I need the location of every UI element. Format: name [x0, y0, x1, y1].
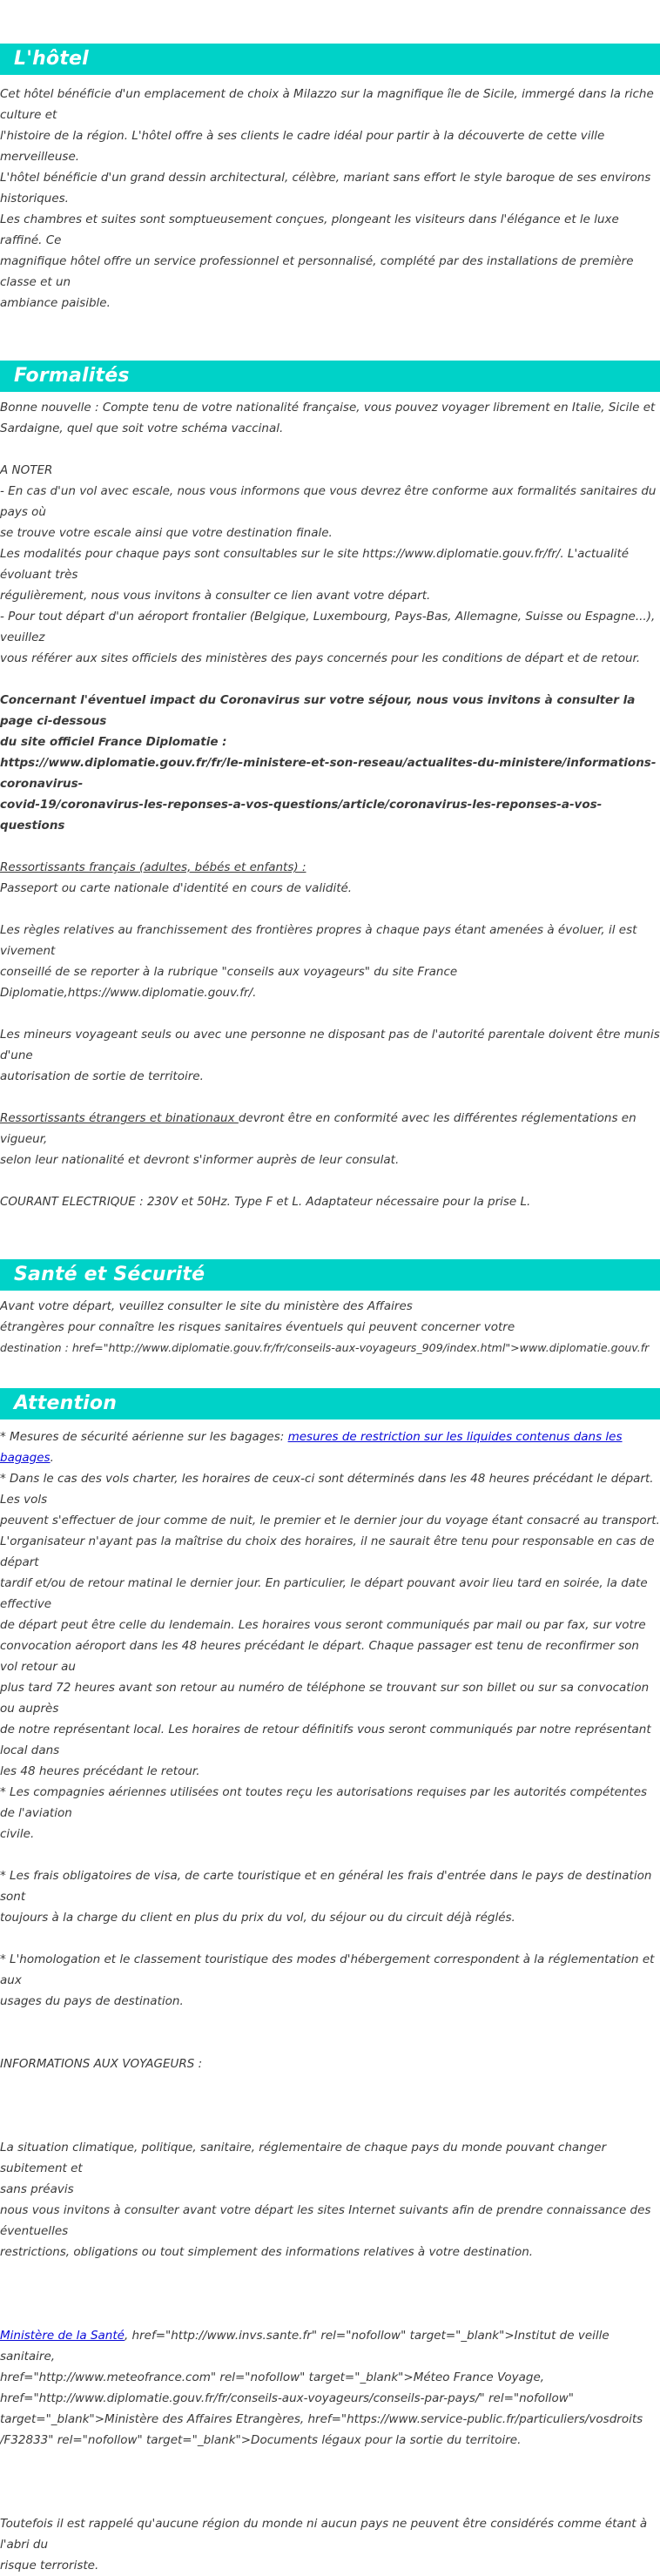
section-header-hotel	[0, 44, 660, 75]
charter-line: tardif et/ou de retour matinal le dernier jour. En particulier, le départ pouvant avoir lieu tard en soirée, la date effective	[0, 1576, 648, 1611]
coronavirus-url-line: https://www.diplomatie.gouv.fr/fr/le-ministere-et-son-reseau/actualites-du-ministere/informations-coronavirus-	[0, 756, 657, 791]
terror-line: Toutefois il est rappelé qu'aucune région du monde ni aucun pays ne peuvent être considérés comme étant à l'abri du	[0, 2517, 648, 2552]
regles-line: Diplomatie,https://www.diplomatie.gouv.fr/.	[0, 986, 257, 1000]
section-title-hotel: L'hôtel	[14, 48, 89, 70]
etrangers-line: selon leur nationalité et devront s'informer auprès de leur consulat.	[0, 1153, 400, 1167]
charter-line: * Dans le cas des vols charter, les horaires de ceux-ci sont déterminés dans les 48 heures précédant le départ. Les vols	[0, 1472, 654, 1507]
anoter-line: Les modalités pour chaque pays sont consultables sur le site https://www.diplomatie.gouv.fr/fr/. L'actualité évoluant très	[0, 547, 630, 582]
charter-line: de départ peut être celle du lendemain. Les horaires vous seront communiqués par mail ou par fax, sur votre	[0, 1618, 646, 1632]
ressortissants-francais-heading: Ressortissants français (adultes, bébés et enfants) :	[0, 860, 306, 874]
sante-content	[0, 1296, 660, 1359]
attention-content	[0, 1426, 660, 2576]
etrangers-line-rest: devront être en conformité avec les différentes réglementations en vigueur,	[0, 1111, 636, 1146]
formalites-content	[0, 397, 660, 1212]
sante-line: destination : href="http://www.diplomatie.gouv.fr/fr/conseils-aux-voyageurs_909/index.html">www.diplomatie.gouv.fr	[0, 1341, 650, 1354]
charter-line: plus tard 72 heures avant son retour au numéro de téléphone se trouvant sur son billet ou sur sa convocation ou auprès	[0, 1681, 650, 1716]
charter-line: civile.	[0, 1827, 35, 1841]
ressortissants-francais-text: Passeport ou carte nationale d'identité en cours de validité.	[0, 881, 353, 895]
etrangers-line	[0, 1108, 660, 1150]
anoter-line: régulièrement, nous vous invitons à consulter ce lien avant votre départ.	[0, 589, 431, 603]
section-title-attention: Attention	[14, 1393, 118, 1414]
hotel-line: ambiance paisible.	[0, 296, 111, 310]
charter-line: * Les compagnies aériennes utilisées ont toutes reçu les autorisations requises par les autorités compétentes de l'aviation	[0, 1785, 648, 1820]
charter-line: peuvent s'effectuer de jour comme de nuit, le premier et le dernier jour du voyage étant consacré au transport.	[0, 1514, 660, 1527]
hotel-line: L'hôtel bénéficie d'un grand dessin architectural, célèbre, mariant sans effort le style baroque de ses environs historiques.	[0, 171, 651, 206]
ministere-sante-link[interactable]: Ministère de la Santé	[0, 2329, 125, 2343]
ministere-line-rest: , href="http://www.invs.sante.fr" rel="nofollow" target="_blank">Institut de veille sanitaire,	[0, 2329, 609, 2364]
ministere-line: target="_blank">Ministère des Affaires Etrangères, href="https://www.service-public.fr/particuliers/vosdroits	[0, 2412, 643, 2426]
terror-line: risque terroriste.	[0, 2559, 99, 2573]
mineurs-line: Les mineurs voyageant seuls ou avec une personne ne disposant pas de l'autorité parentale doivent être munis d'une	[0, 1028, 660, 1062]
ressortissants-etrangers-heading: Ressortissants étrangers et binationaux	[0, 1111, 239, 1125]
courant-electrique: COURANT ELECTRIQUE : 230V et 50Hz. Type F et L. Adaptateur nécessaire pour la prise L.	[0, 1195, 531, 1209]
infos-voyageurs-heading: INFORMATIONS AUX VOYAGEURS :	[0, 2057, 203, 2071]
ministere-line: href="http://www.meteofrance.com" rel="nofollow" target="_blank">Méteo France Voyage,	[0, 2370, 545, 2384]
frais-line: * Les frais obligatoires de visa, de carte touristique et en général les frais d'entrée dans le pays de destination sont	[0, 1869, 652, 1904]
charter-line: L'organisateur n'ayant pas la maîtrise du choix des horaires, il ne saurait être tenu pour responsable en cas de départ	[0, 1534, 655, 1569]
bagages-prefix: * Mesures de sécurité aérienne sur les bagages:	[0, 1430, 288, 1444]
bagages-restriction-link[interactable]: mesures de restriction sur les liquides contenus dans les bagages	[0, 1430, 623, 1465]
ministere-line	[0, 2325, 660, 2367]
charter-line: de notre représentant local. Les horaires de retour définitifs vous seront communiqués par notre représentant local dans	[0, 1723, 651, 1757]
homologation-line: usages du pays de destination.	[0, 1994, 184, 2008]
coronavirus-url-line: covid-19/coronavirus-les-reponses-a-vos-questions/article/coronavirus-les-reponses-a-vos-questions	[0, 798, 603, 833]
formalites-intro-line: Bonne nouvelle : Compte tenu de votre nationalité française, vous pouvez voyager librement en Italie, Sicile et	[0, 401, 656, 415]
anoter-line: - Pour tout départ d'un aéroport frontalier (Belgique, Luxembourg, Pays-Bas, Allemagne, Suisse ou Espagne...), veuillez	[0, 610, 656, 644]
bagages-line	[0, 1426, 660, 1468]
hotel-description	[0, 84, 660, 314]
situation-line: restrictions, obligations ou tout simplement des informations relatives à votre destination.	[0, 2245, 534, 2259]
anoter-line: - En cas d'un vol avec escale, nous vous informons que vous devrez être conforme aux formalités sanitaires du pays où	[0, 484, 657, 519]
anoter-line: A NOTER	[0, 463, 53, 477]
situation-line: La situation climatique, politique, sanitaire, réglementaire de chaque pays du monde pouvant changer subitement et	[0, 2141, 607, 2175]
section-header-sante	[0, 1259, 660, 1291]
bagages-suffix: .	[50, 1451, 54, 1465]
situation-line: nous vous invitons à consulter avant votre départ les sites Internet suivants afin de prendre connaissance des éventuelles	[0, 2203, 651, 2238]
sante-line: étrangères pour connaître les risques sanitaires éventuels qui peuvent concerner votre	[0, 1320, 515, 1334]
regles-line: Les règles relatives au franchissement des frontières propres à chaque pays étant amenées à évoluer, il est vivement	[0, 923, 637, 958]
section-title-sante: Santé et Sécurité	[14, 1264, 205, 1285]
situation-line: sans préavis	[0, 2182, 74, 2196]
sante-line: Avant votre départ, veuillez consulter le site du ministère des Affaires	[0, 1299, 413, 1313]
hotel-line: magnifique hôtel offre un service professionnel et personnalisé, complété par des installations de première classe et un	[0, 254, 634, 289]
hotel-line: l'histoire de la région. L'hôtel offre à ses clients le cadre idéal pour partir à la découverte de cette ville merveilleuse.	[0, 129, 605, 164]
section-title-formalites: Formalités	[14, 365, 130, 387]
section-header-formalites	[0, 361, 660, 392]
anoter-line: vous référer aux sites officiels des ministères des pays concernés pour les conditions de départ et de retour.	[0, 651, 641, 665]
homologation-line: * L'homologation et le classement touristique des modes d'hébergement correspondent à la réglementation et aux	[0, 1952, 655, 1987]
hotel-line: Cet hôtel bénéficie d'un emplacement de choix à Milazzo sur la magnifique île de Sicile, immergé dans la riche culture et	[0, 87, 654, 122]
charter-line: convocation aéroport dans les 48 heures précédant le départ. Chaque passager est tenu de reconfirmer son vol retour au	[0, 1639, 639, 1674]
section-header-attention	[0, 1388, 660, 1419]
coronavirus-line: Concernant l'éventuel impact du Coronavirus sur votre séjour, nous vous invitons à consulter la page ci-dessous	[0, 693, 636, 728]
charter-line: les 48 heures précédant le retour.	[0, 1764, 200, 1778]
anoter-line: se trouve votre escale ainsi que votre destination finale.	[0, 526, 333, 540]
frais-line: toujours à la charge du client en plus du prix du vol, du séjour ou du circuit déjà réglés.	[0, 1911, 515, 1925]
coronavirus-line: du site officiel France Diplomatie :	[0, 735, 227, 749]
regles-line: conseillé de se reporter à la rubrique "conseils aux voyageurs" du site France	[0, 965, 458, 979]
hotel-line: Les chambres et suites sont somptueusement conçues, plongeant les visiteurs dans l'élégance et le luxe raffiné. Ce	[0, 212, 619, 247]
formalites-intro-line: Sardaigne, quel que soit votre schéma vaccinal.	[0, 421, 284, 435]
mineurs-line: autorisation de sortie de territoire.	[0, 1069, 204, 1083]
ministere-line: href="http://www.diplomatie.gouv.fr/fr/conseils-aux-voyageurs/conseils-par-pays/" rel="nofollow"	[0, 2391, 574, 2405]
ministere-line: /F32833" rel="nofollow" target="_blank">Documents légaux pour la sortie du territoire.	[0, 2433, 522, 2447]
